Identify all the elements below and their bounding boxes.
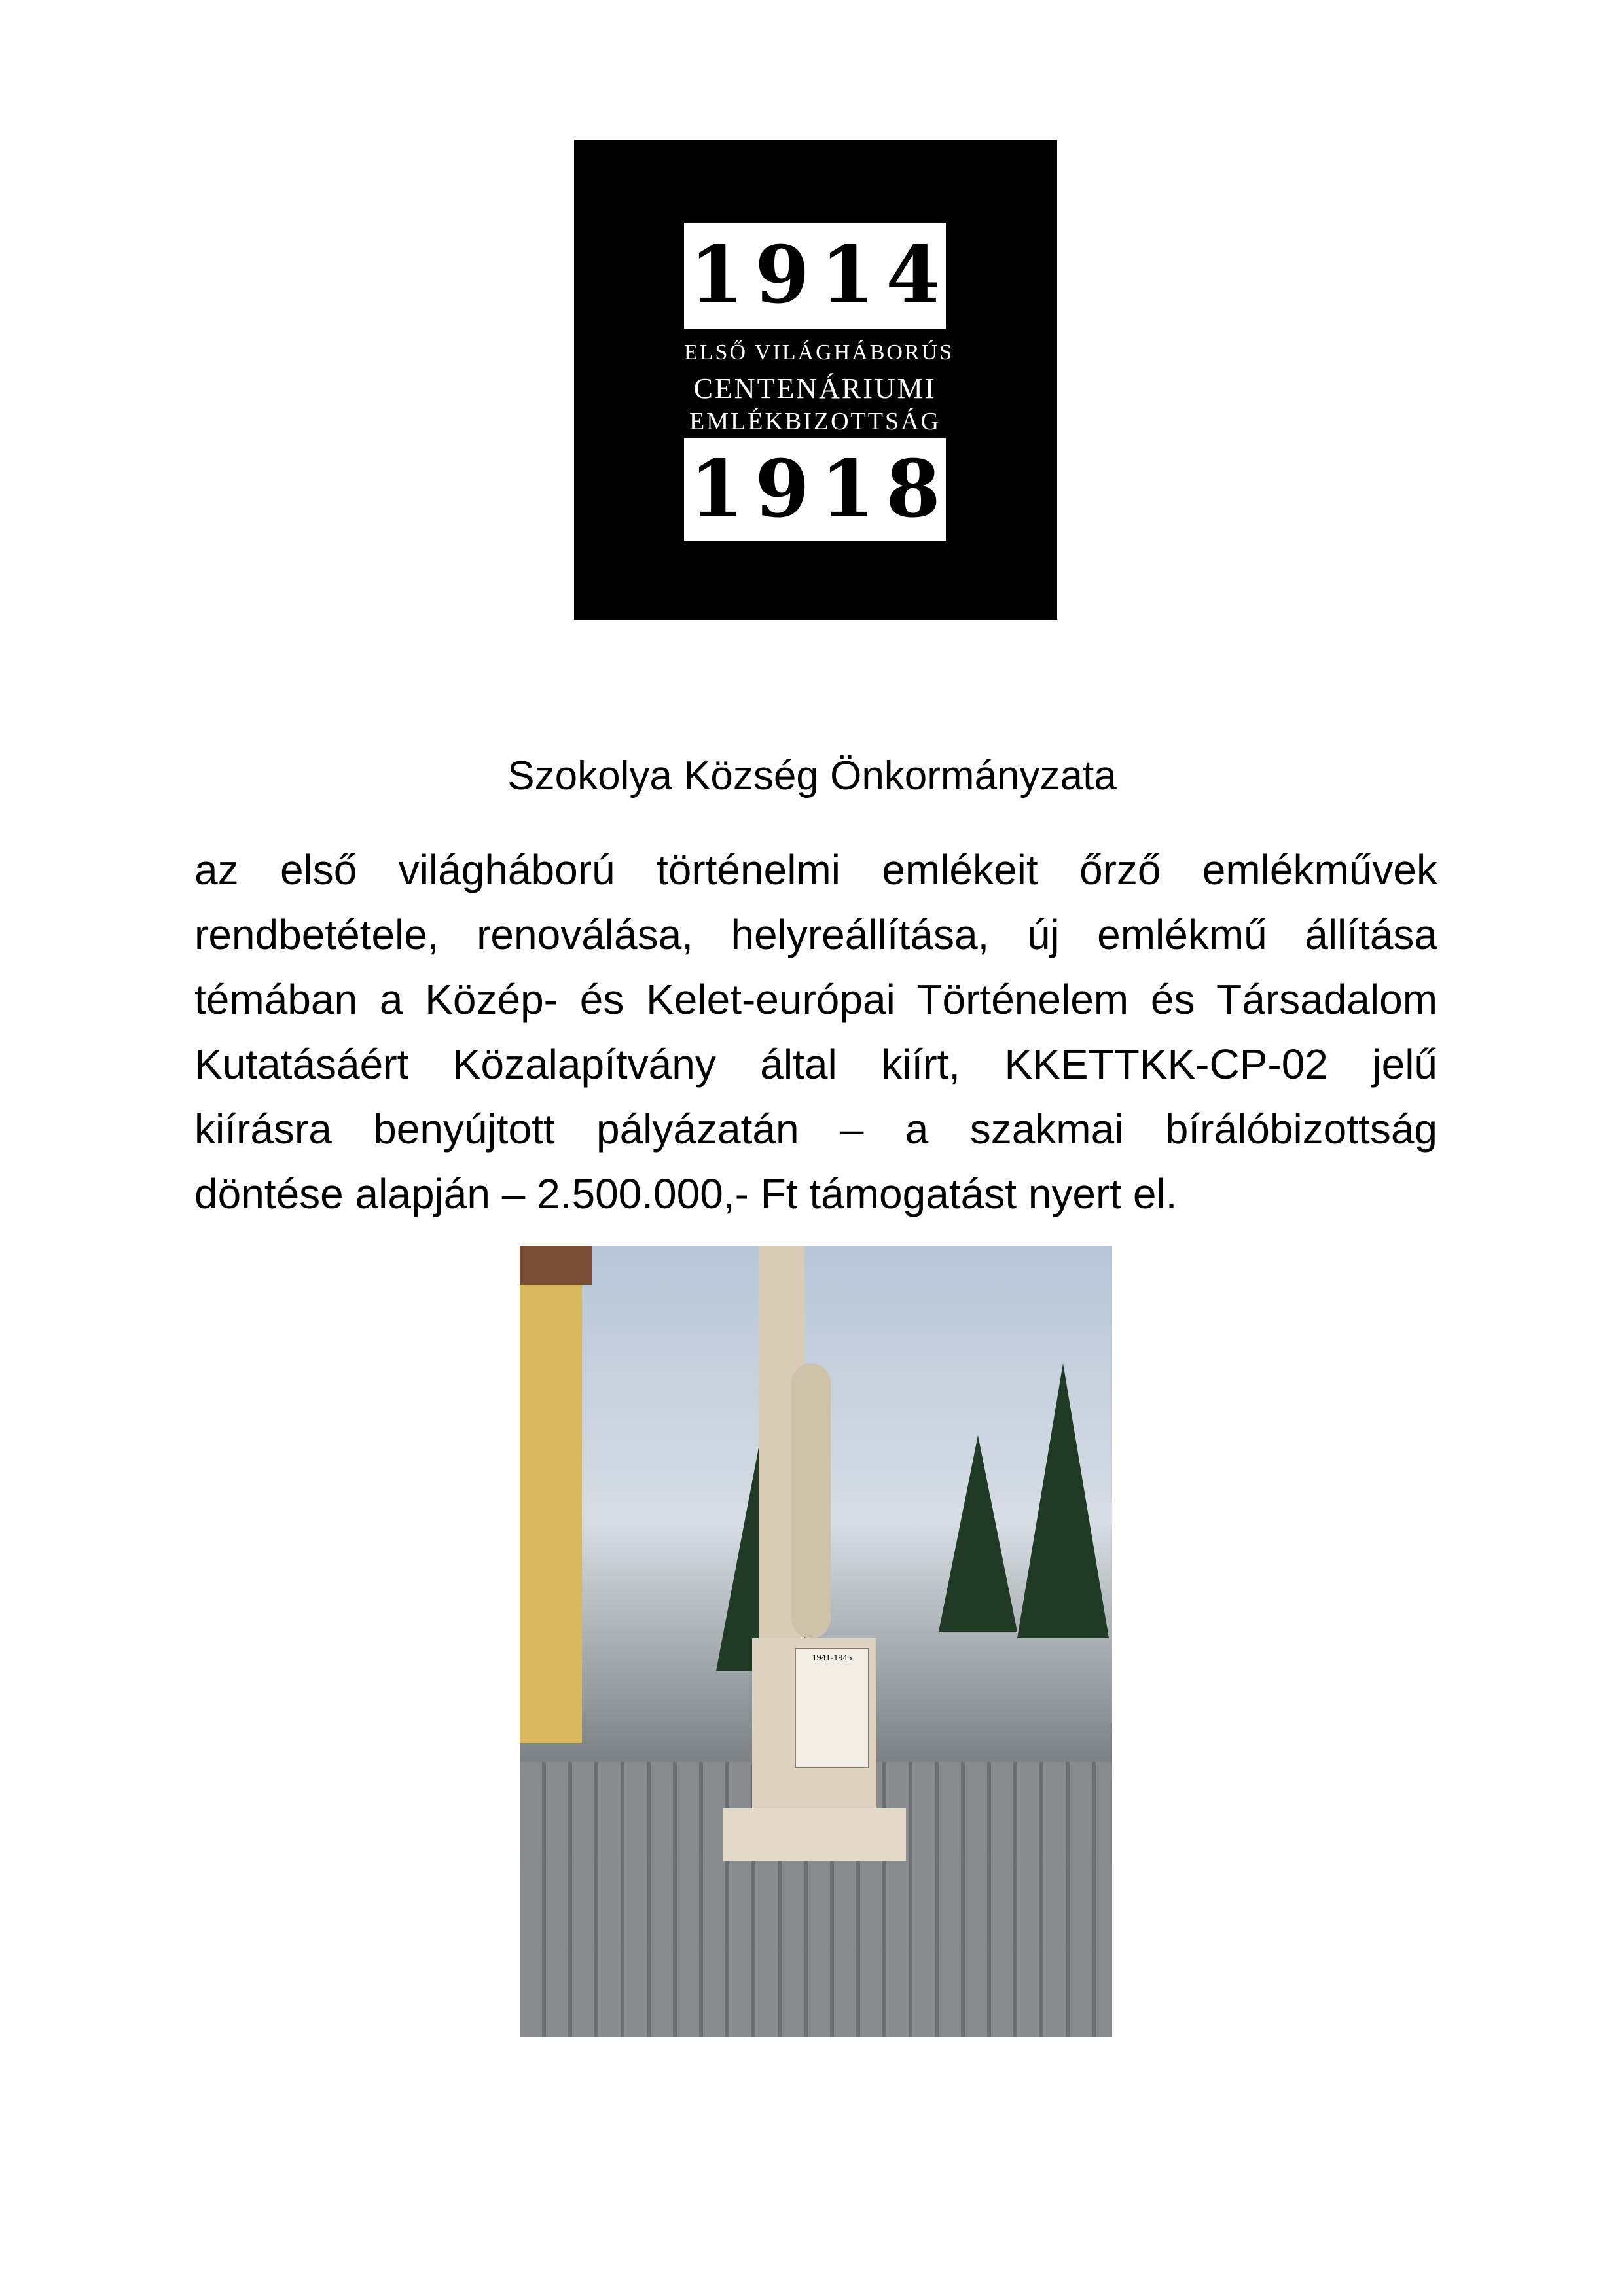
logo-digit: 1	[689, 442, 744, 535]
logo-digit: 1	[820, 229, 875, 321]
centenary-committee-logo	[574, 140, 1057, 620]
text-line: kiírásra benyújtott pályázatán – a szakmai bírálóbizottság	[194, 1105, 1437, 1153]
logo-digit: 9	[755, 229, 810, 321]
soldier-statue	[791, 1363, 831, 1638]
memorial-base	[723, 1808, 906, 1861]
plaque-header: 1941-1945	[812, 1653, 852, 1663]
text-line: Kutatásáért Közalapítvány által kiírt, KKETTKK-CP-02 jelű	[194, 1041, 1437, 1088]
names-plaque	[795, 1648, 869, 1768]
document-title: Szokolya Község Önkormányzata	[507, 753, 1117, 798]
logo-line-2: CENTENÁRIUMI	[693, 372, 937, 404]
logo-line-3: EMLÉKBIZOTTSÁG	[689, 408, 941, 435]
house	[520, 1246, 582, 1743]
tree	[1017, 1363, 1109, 1638]
logo-line-1: ELSŐ VILÁGHÁBORÚS	[684, 340, 954, 365]
announcement-text	[194, 838, 1437, 1227]
logo-year-1914	[684, 223, 946, 329]
logo-digit: 8	[886, 442, 941, 535]
text-line: az első világháború történelmi emlékeit őrző emlékművek	[194, 846, 1437, 893]
tree	[939, 1435, 1017, 1632]
logo-digit: 9	[755, 442, 810, 535]
text-line: döntése alapján – 2.500.000,- Ft támogatást nyert el.	[194, 1170, 1178, 1217]
text-line: témában a Közép- és Kelet-európai Történelem és Társadalom	[194, 976, 1437, 1023]
roof	[520, 1246, 592, 1285]
memorial-photo	[520, 1246, 1112, 2037]
logo-digit: 1	[689, 229, 744, 321]
text-line: rendbetétele, renoválása, helyreállítása, új emlékmű állítása	[194, 911, 1437, 958]
logo-digit: 1	[820, 442, 875, 535]
logo-year-1918	[684, 438, 946, 541]
logo-digit: 4	[886, 229, 941, 321]
